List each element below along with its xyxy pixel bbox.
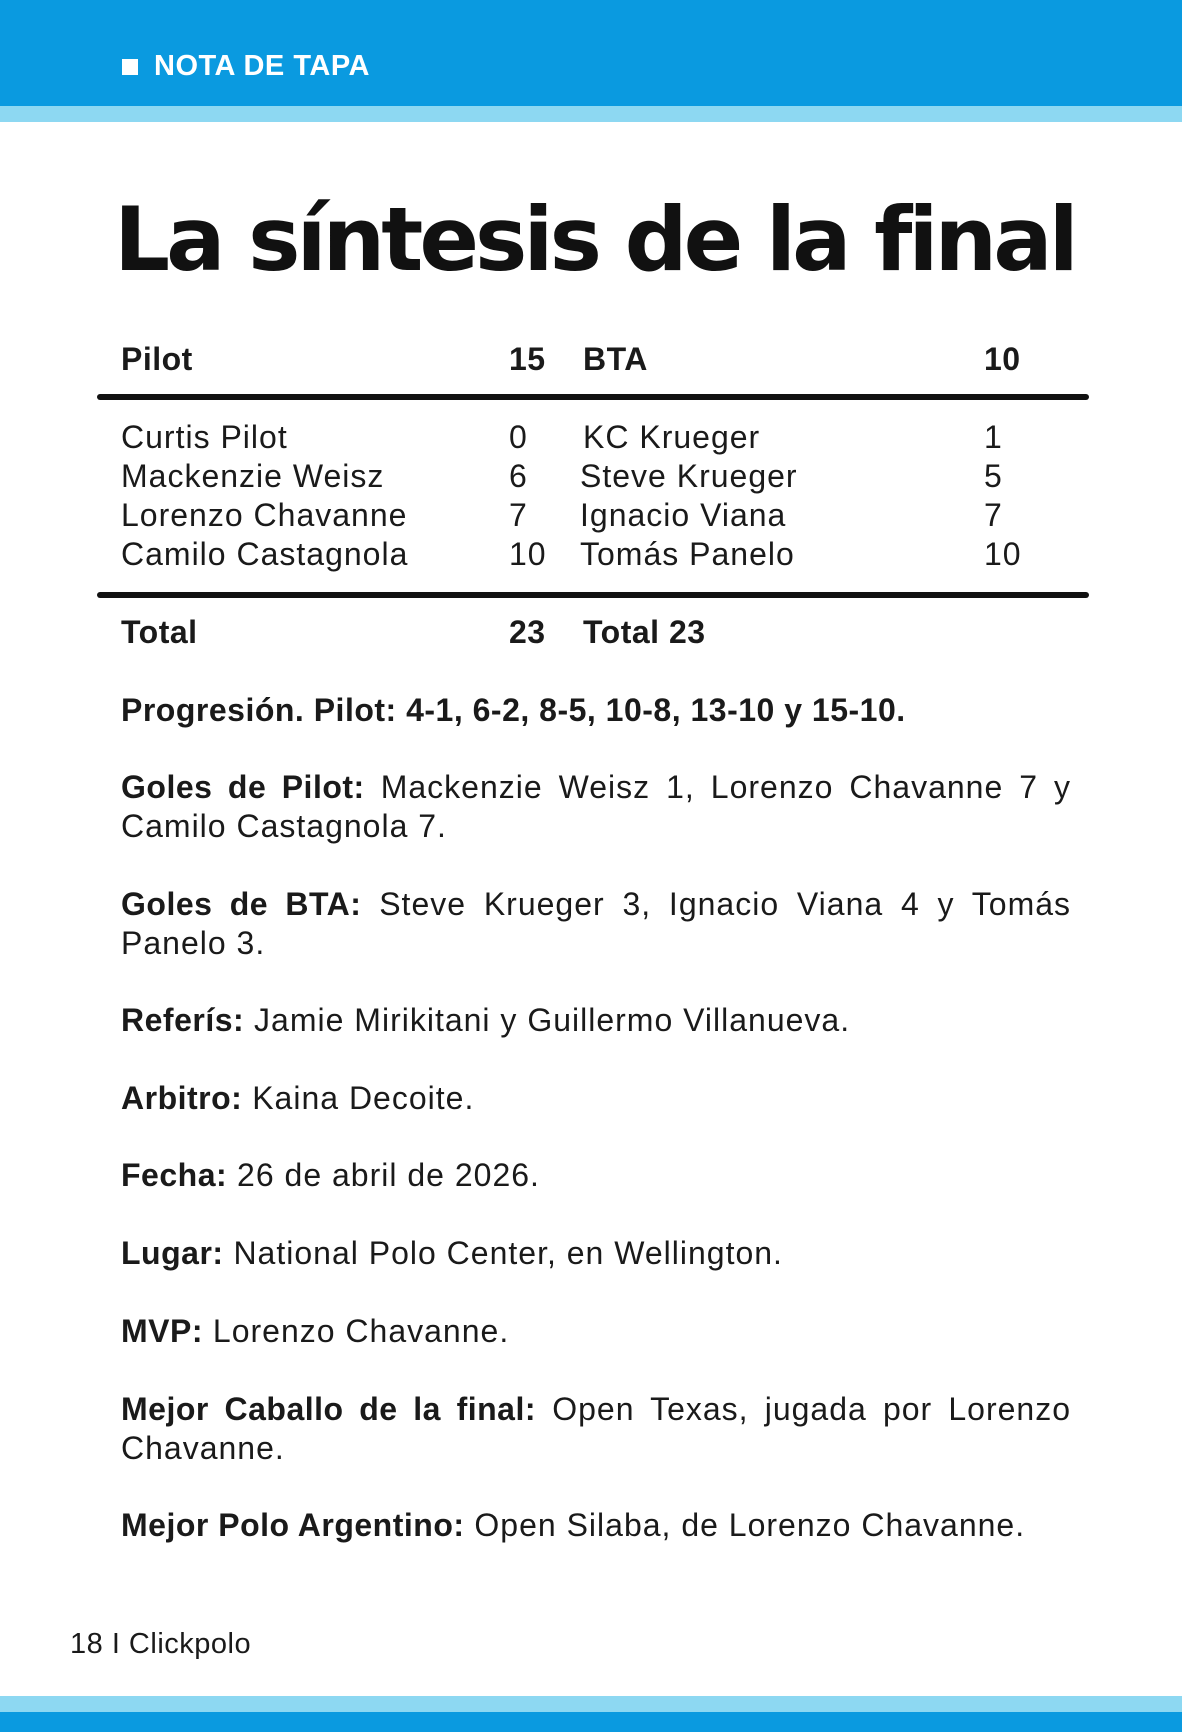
team-a-player-name: Camilo Castagnola bbox=[121, 536, 409, 572]
goals-pilot-paragraph bbox=[121, 768, 1071, 846]
table-bottom-rule bbox=[97, 592, 1089, 598]
team-a-player-name: Mackenzie Weisz bbox=[121, 458, 385, 494]
umpire-label: Arbitro: bbox=[121, 1080, 243, 1116]
best-argentine-horse-paragraph bbox=[121, 1506, 1071, 1545]
date-text: 26 de abril de 2026. bbox=[237, 1157, 540, 1193]
goals-bta-paragraph bbox=[121, 885, 1071, 963]
team-a-score: 15 bbox=[509, 341, 546, 377]
referees-paragraph bbox=[121, 1001, 1071, 1040]
referees-text: Jamie Mirikitani y Guillermo Villanueva. bbox=[254, 1002, 851, 1038]
mvp-text: Lorenzo Chavanne. bbox=[212, 1313, 510, 1349]
team-b-player-name: Ignacio Viana bbox=[580, 497, 787, 533]
mvp-label: MVP: bbox=[121, 1313, 203, 1349]
page-footer: 18 I Clickpolo bbox=[70, 1628, 252, 1660]
team-b-name: BTA bbox=[583, 341, 648, 377]
progression-text: Progresión. Pilot: 4-1, 6-2, 8-5, 10-8, 13-10 y 15-10. bbox=[121, 692, 906, 728]
date-label: Fecha: bbox=[121, 1157, 228, 1193]
section-label-text: NOTA DE TAPA bbox=[154, 50, 370, 82]
team-a-player-handicap: 6 bbox=[509, 458, 528, 494]
team-b-score: 10 bbox=[984, 341, 1021, 377]
team-a-player-handicap: 7 bbox=[509, 497, 528, 533]
venue-paragraph bbox=[121, 1234, 1071, 1273]
mvp-paragraph bbox=[121, 1312, 1071, 1351]
team-b-player-handicap: 7 bbox=[984, 497, 1003, 533]
team-b-player-name: Steve Krueger bbox=[580, 458, 798, 494]
goals-bta-label: Goles de BTA: bbox=[121, 886, 362, 922]
team-a-player-handicap: 0 bbox=[509, 419, 528, 455]
best-argentine-horse-text: Open Silaba, de Lorenzo Chavanne. bbox=[474, 1507, 1026, 1543]
referees-label: Referís: bbox=[121, 1002, 245, 1038]
team-a-player-name: Lorenzo Chavanne bbox=[121, 497, 408, 533]
footer-accent-stripe bbox=[0, 1696, 1182, 1712]
goals-pilot-label: Goles de Pilot: bbox=[121, 769, 365, 805]
team-a-name: Pilot bbox=[121, 341, 193, 377]
venue-label: Lugar: bbox=[121, 1235, 224, 1271]
team-b-player-name: Tomás Panelo bbox=[580, 536, 795, 572]
team-a-total-label: Total bbox=[121, 614, 198, 650]
table-top-rule bbox=[97, 394, 1089, 400]
umpire-paragraph bbox=[121, 1079, 1071, 1118]
team-b-player-handicap: 1 bbox=[984, 419, 1003, 455]
goals-bta-text: Steve Krueger 3, Ignacio Viana 4 y Tomás Panelo 3. bbox=[121, 886, 1072, 961]
team-b-player-name: KC Krueger bbox=[583, 419, 761, 455]
team-a-player-name: Curtis Pilot bbox=[121, 419, 288, 455]
goals-pilot-text: Mackenzie Weisz 1, Lorenzo Chavanne 7 y Camilo Castagnola 7. bbox=[121, 769, 1072, 844]
umpire-text: Kaina Decoite. bbox=[252, 1080, 475, 1116]
date-paragraph bbox=[121, 1156, 1071, 1195]
header-accent-stripe bbox=[0, 106, 1182, 122]
team-b-total: Total 23 bbox=[583, 614, 706, 650]
section-label bbox=[122, 50, 370, 83]
progression-line bbox=[121, 691, 1071, 730]
page-title: La síntesis de la final bbox=[114, 188, 1075, 291]
square-bullet-icon bbox=[122, 59, 138, 75]
best-horse-text: Open Texas, jugada por Lorenzo Chavanne. bbox=[121, 1391, 1072, 1466]
best-horse-paragraph bbox=[121, 1390, 1071, 1468]
team-b-player-handicap: 10 bbox=[984, 536, 1022, 572]
team-b-player-handicap: 5 bbox=[984, 458, 1003, 494]
best-argentine-horse-label: Mejor Polo Argentino: bbox=[121, 1507, 465, 1543]
team-a-total-value: 23 bbox=[509, 614, 546, 650]
best-horse-label: Mejor Caballo de la final: bbox=[121, 1391, 537, 1427]
footer-bar bbox=[0, 1712, 1182, 1732]
team-a-player-handicap: 10 bbox=[509, 536, 547, 572]
venue-text: National Polo Center, en Wellington. bbox=[233, 1235, 783, 1271]
